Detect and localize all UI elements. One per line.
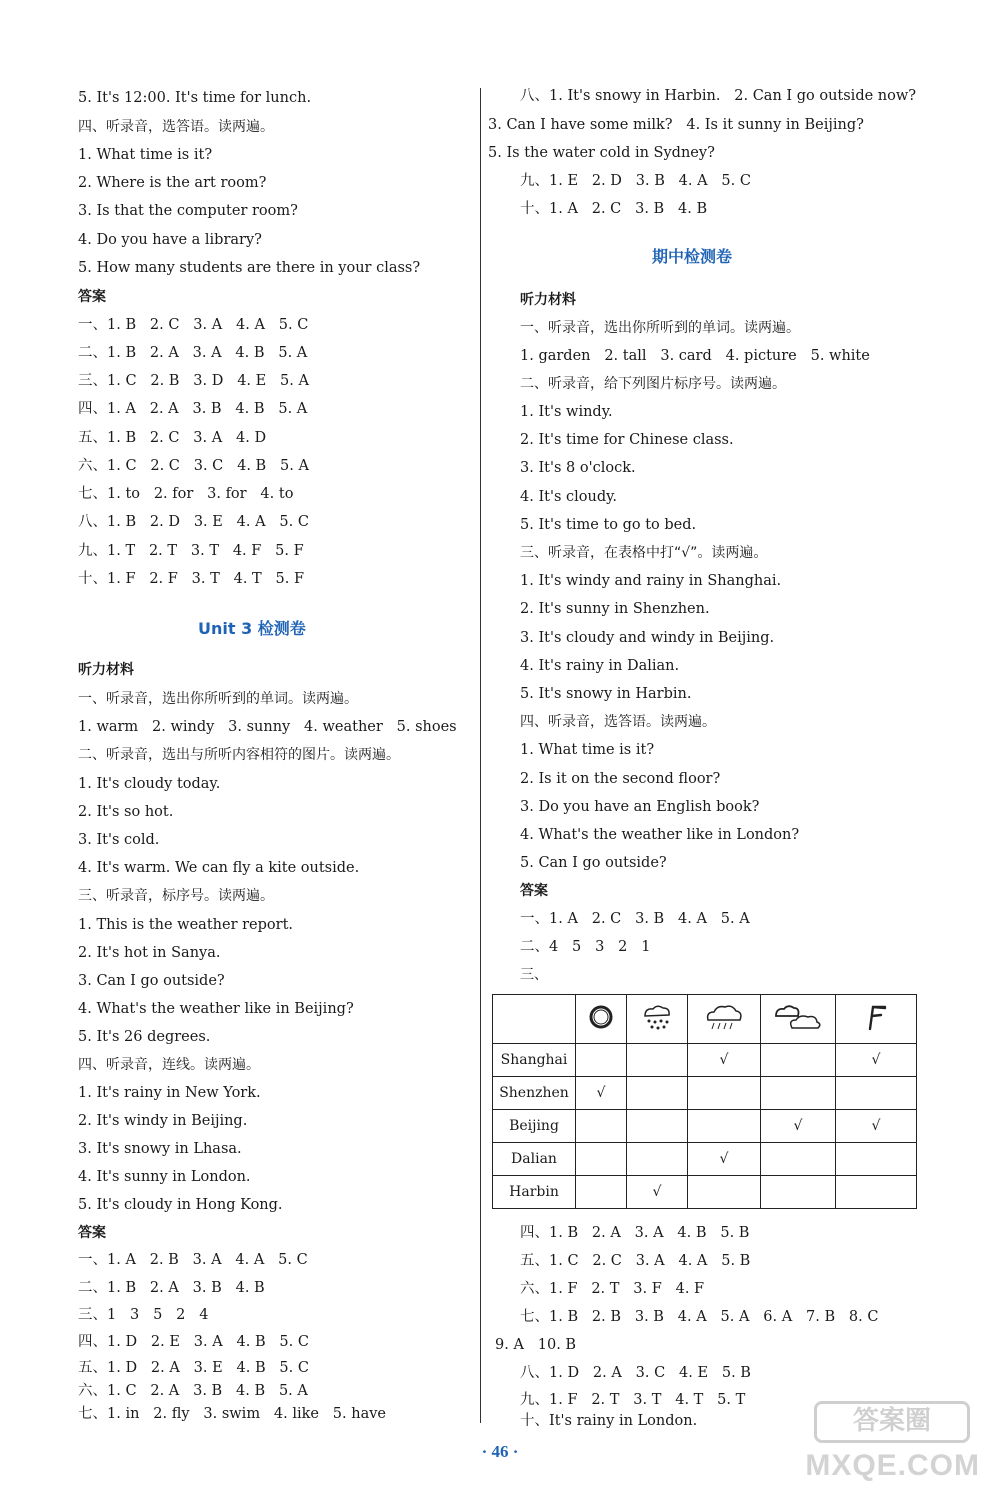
- check-cell: [688, 1110, 761, 1143]
- check-cell: √: [761, 1110, 836, 1143]
- sunny-icon: [576, 995, 627, 1044]
- check-cell: [576, 1110, 627, 1143]
- right-text-line: 4. It's rainy in Dalian.: [520, 658, 680, 674]
- right-text-line: 四、1. B 2. A 3. A 4. B 5. B: [520, 1225, 750, 1241]
- right-text-line: 4. It's cloudy.: [520, 489, 618, 505]
- right-text-line: 九、1. F 2. T 3. T 4. T 5. T: [520, 1392, 746, 1408]
- right-text-line: 3. It's 8 o'clock.: [520, 460, 636, 476]
- right-text-line: 2. It's sunny in Shenzhen.: [520, 601, 710, 617]
- check-cell: [576, 1143, 627, 1176]
- right-text-line: 1. garden 2. tall 3. card 4. picture 5. white: [520, 348, 870, 364]
- table-row: [493, 1143, 917, 1176]
- right-text-line: 3. Can I have some milk? 4. Is it sunny in Beijing?: [488, 117, 864, 133]
- left-text-line: 1. warm 2. windy 3. sunny 4. weather 5. shoes: [78, 719, 457, 735]
- check-cell: [836, 1176, 917, 1209]
- left-text-line: 1. It's cloudy today.: [78, 776, 221, 792]
- check-cell: [761, 1044, 836, 1077]
- check-cell: [836, 1077, 917, 1110]
- watermark-logo: 答案圈: [814, 1401, 970, 1443]
- right-text-line: 四、听录音，选答语。读两遍。: [520, 714, 716, 730]
- left-text-line: 5. It's 12:00. It's time for lunch.: [78, 90, 312, 106]
- left-text-line: 六、1. C 2. A 3. B 4. B 5. A: [78, 1383, 308, 1399]
- snowy-icon: [627, 995, 688, 1044]
- right-text-line: 二、听录音，给下列图片标序号。读两遍。: [520, 376, 786, 392]
- left-text-line: 3. It's cold.: [78, 832, 160, 848]
- check-cell: [627, 1077, 688, 1110]
- right-text-line: 八、1. It's snowy in Harbin. 2. Can I go outside now?: [520, 88, 917, 104]
- left-text-line: 2. It's hot in Sanya.: [78, 945, 221, 961]
- check-cell: √: [576, 1077, 627, 1110]
- right-text-line: 5. It's time to go to bed.: [520, 517, 697, 533]
- left-text-line: 5. It's cloudy in Hong Kong.: [78, 1197, 283, 1213]
- right-text-line: 十、1. A 2. C 3. B 4. B: [520, 201, 708, 217]
- left-text-line: 八、1. B 2. D 3. E 4. A 5. C: [78, 514, 309, 530]
- check-cell: √: [688, 1044, 761, 1077]
- left-text-line: 答案: [78, 1225, 106, 1241]
- check-cell: [576, 1044, 627, 1077]
- left-text-line: 四、听录音，连线。读两遍。: [78, 1057, 260, 1073]
- check-cell: [761, 1176, 836, 1209]
- right-text-line: 七、1. B 2. B 3. B 4. A 5. A 6. A 7. B 8. C: [520, 1309, 879, 1325]
- left-text-line: 四、1. A 2. A 3. B 4. B 5. A: [78, 401, 308, 417]
- left-text-line: 四、1. D 2. E 3. A 4. B 5. C: [78, 1334, 309, 1350]
- check-cell: √: [627, 1176, 688, 1209]
- check-cell: [627, 1143, 688, 1176]
- left-text-line: 1. What time is it?: [78, 147, 213, 163]
- right-text-line: 2. It's time for Chinese class.: [520, 432, 734, 448]
- right-text-line: 3. Do you have an English book?: [520, 799, 760, 815]
- check-cell: √: [836, 1110, 917, 1143]
- right-text-line: 二、4 5 3 2 1: [520, 939, 651, 955]
- check-cell: [576, 1176, 627, 1209]
- cloudy-icon: [761, 995, 836, 1044]
- right-text-line: 十、It's rainy in London.: [520, 1413, 698, 1429]
- left-text-line: 3. Can I go outside?: [78, 973, 225, 989]
- left-text-line: 九、1. T 2. T 3. T 4. F 5. F: [78, 543, 304, 559]
- right-text-line: 1. It's windy and rainy in Shanghai.: [520, 573, 782, 589]
- windy-icon: [836, 995, 917, 1044]
- table-row: [493, 1110, 917, 1143]
- left-text-line: 六、1. C 2. C 3. C 4. B 5. A: [78, 458, 309, 474]
- right-text-line: 4. What's the weather like in London?: [520, 827, 800, 843]
- right-text-line: 一、1. A 2. C 3. B 4. A 5. A: [520, 911, 750, 927]
- check-cell: √: [688, 1143, 761, 1176]
- left-text-line: 七、1. to 2. for 3. for 4. to: [78, 486, 294, 502]
- check-cell: √: [836, 1044, 917, 1077]
- right-text-line: 五、1. C 2. C 3. A 4. A 5. B: [520, 1253, 751, 1269]
- left-text-line: 2. It's so hot.: [78, 804, 174, 820]
- check-cell: [627, 1044, 688, 1077]
- right-text-line: 1. What time is it?: [520, 742, 655, 758]
- city-cell: Shenzhen: [493, 1077, 576, 1110]
- check-cell: [688, 1176, 761, 1209]
- midterm-title: 期中检测卷: [652, 247, 733, 266]
- left-text-line: 2. Where is the art room?: [78, 175, 267, 191]
- left-text-line: 二、1. B 2. A 3. A 4. B 5. A: [78, 345, 308, 361]
- left-text-line: 1. This is the weather report.: [78, 917, 294, 933]
- left-text-line: 一、1. A 2. B 3. A 4. A 5. C: [78, 1252, 308, 1268]
- table-header-row: [493, 995, 917, 1044]
- left-text-line: 五、1. B 2. C 3. A 4. D: [78, 430, 267, 446]
- right-text-line: 三、听录音，在表格中打“√”。读两遍。: [520, 545, 768, 561]
- city-cell: Harbin: [493, 1176, 576, 1209]
- left-text-line: 三、听录音，标序号。读两遍。: [78, 888, 274, 904]
- check-cell: [836, 1143, 917, 1176]
- left-text-line: 4. It's sunny in London.: [78, 1169, 251, 1185]
- city-cell: Shanghai: [493, 1044, 576, 1077]
- left-text-line: 4. It's warm. We can fly a kite outside.: [78, 860, 360, 876]
- right-text-line: 听力材料: [520, 292, 576, 308]
- right-text-line: 八、1. D 2. A 3. C 4. E 5. B: [520, 1365, 751, 1381]
- left-text-line: 十、1. F 2. F 3. T 4. T 5. F: [78, 571, 305, 587]
- left-text-line: 答案: [78, 289, 106, 305]
- check-cell: [627, 1110, 688, 1143]
- right-text-line: 5. Is the water cold in Sydney?: [488, 145, 715, 161]
- left-text-line: 二、听录音，选出与所听内容相符的图片。读两遍。: [78, 747, 400, 763]
- right-text-line: 5. Can I go outside?: [520, 855, 667, 871]
- city-cell: Dalian: [493, 1143, 576, 1176]
- left-text-line: 3. Is that the computer room?: [78, 203, 298, 219]
- left-text-line: 5. It's 26 degrees.: [78, 1029, 211, 1045]
- left-text-line: 听力材料: [78, 662, 134, 678]
- column-divider: [480, 88, 481, 1423]
- city-cell: Beijing: [493, 1110, 576, 1143]
- left-text-line: 三、1. C 2. B 3. D 4. E 5. A: [78, 373, 309, 389]
- right-text-line: 5. It's snowy in Harbin.: [520, 686, 692, 702]
- right-text-line: 一、听录音，选出你所听到的单词。读两遍。: [520, 320, 800, 336]
- left-text-line: 4. Do you have a library?: [78, 232, 262, 248]
- left-text-line: 2. It's windy in Beijing.: [78, 1113, 248, 1129]
- left-text-line: 一、1. B 2. C 3. A 4. A 5. C: [78, 317, 309, 333]
- left-text-line: 5. How many students are there in your class?: [78, 260, 421, 276]
- right-text-line: 九、1. E 2. D 3. B 4. A 5. C: [520, 173, 751, 189]
- table-corner-cell: [493, 995, 576, 1044]
- right-text-line: 答案: [520, 883, 548, 899]
- watermark-text: MXQE.COM: [805, 1449, 980, 1482]
- rainy-icon: [688, 995, 761, 1044]
- left-text-line: 1. It's rainy in New York.: [78, 1085, 261, 1101]
- table-row: [493, 1077, 917, 1110]
- check-cell: [688, 1077, 761, 1110]
- left-text-line: 三、1 3 5 2 4: [78, 1307, 209, 1323]
- right-text-line: 六、1. F 2. T 3. F 4. F: [520, 1281, 705, 1297]
- left-text-line: 四、听录音，选答语。读两遍。: [78, 119, 274, 135]
- check-cell: [761, 1077, 836, 1110]
- unit3-title: Unit 3 检测卷: [198, 619, 306, 638]
- table-row: [493, 1176, 917, 1209]
- left-text-line: 五、1. D 2. A 3. E 4. B 5. C: [78, 1360, 309, 1376]
- right-text-line: 3. It's cloudy and windy in Beijing.: [520, 630, 775, 646]
- weather-table: [492, 994, 917, 1209]
- check-cell: [761, 1143, 836, 1176]
- right-text-line: 1. It's windy.: [520, 404, 613, 420]
- right-text-line: 2. Is it on the second floor?: [520, 771, 721, 787]
- left-text-line: 4. What's the weather like in Beijing?: [78, 1001, 354, 1017]
- table-row: [493, 1044, 917, 1077]
- left-text-line: 一、听录音，选出你所听到的单词。读两遍。: [78, 691, 358, 707]
- left-text-line: 3. It's snowy in Lhasa.: [78, 1141, 242, 1157]
- right-text-line: 9. A 10. B: [495, 1337, 577, 1353]
- right-text-line: 三、: [520, 967, 548, 983]
- page-number: · 46 ·: [481, 1442, 519, 1461]
- left-text-line: 二、1. B 2. A 3. B 4. B: [78, 1280, 265, 1296]
- left-text-line: 七、1. in 2. fly 3. swim 4. like 5. have: [78, 1406, 387, 1422]
